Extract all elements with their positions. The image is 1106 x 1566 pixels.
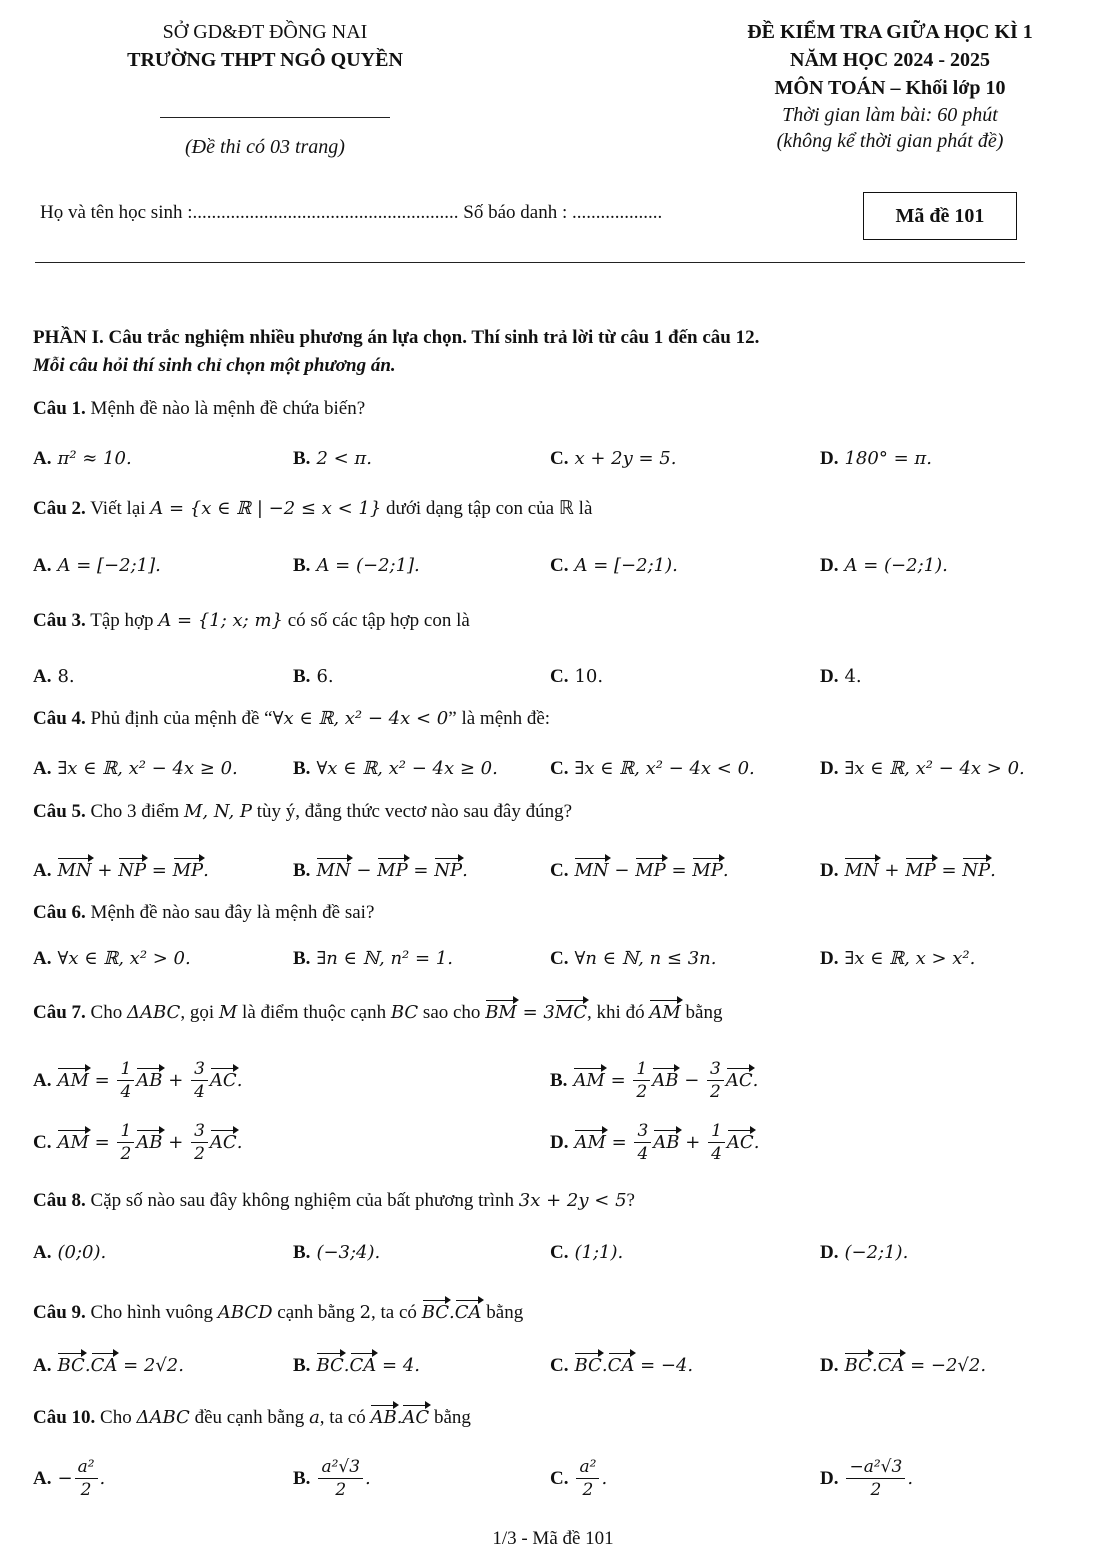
period: . xyxy=(203,860,209,881)
q8-option-c[interactable]: C. (1;1). xyxy=(550,1242,624,1263)
operator: = xyxy=(146,860,173,881)
q3-option-c[interactable]: C. 10. xyxy=(550,666,604,687)
question-text: sao cho xyxy=(422,1002,481,1023)
option-text: (1;1). xyxy=(574,1242,624,1263)
q10-option-d[interactable]: D. $\frac{\text{−a²√3}}{2}$ . xyxy=(820,1457,914,1500)
option-text: π² ≈ 10. xyxy=(57,448,132,469)
vector: MP xyxy=(377,860,408,881)
frac-den: 4 xyxy=(637,1144,649,1164)
q5-option-b[interactable]: B. MN − MP = NP. xyxy=(293,860,468,881)
question-text: Cho xyxy=(100,1407,132,1428)
option-text: (−3;4). xyxy=(316,1242,381,1263)
operator: = xyxy=(665,860,693,881)
question-text: Cặp số nào sau đây không nghiệm của bất phương trình xyxy=(90,1190,515,1211)
question-text: có số các tập hợp con là xyxy=(287,610,470,631)
question-text: đều cạnh bằng xyxy=(194,1407,305,1428)
question-math: a xyxy=(309,1407,320,1428)
question-text: dưới dạng tập con của ℝ là xyxy=(386,498,593,519)
sign: − xyxy=(57,1467,73,1489)
frac-den: 2 xyxy=(636,1082,648,1102)
vector: NP xyxy=(434,860,463,881)
q1-option-d[interactable]: D. 180° = π. xyxy=(820,448,932,469)
question-math: ΔABC xyxy=(126,1002,181,1023)
frac-den: 2 xyxy=(870,1480,882,1500)
q6-option-c[interactable]: C. ∀n ∈ ℕ, n ≤ 3n. xyxy=(550,948,717,969)
pages-note: (Đề thi có 03 trang) xyxy=(185,136,345,158)
question-math: A = {1; x; m} xyxy=(158,610,283,631)
option-text: A = (−2;1]. xyxy=(316,555,420,576)
operator: + xyxy=(168,1131,184,1153)
question-2 xyxy=(33,497,592,520)
vector: NP xyxy=(962,860,991,881)
question-text: , khi đó xyxy=(587,1002,645,1023)
q3-option-d[interactable]: D. 4. xyxy=(820,666,862,687)
question-text: Mệnh đề nào sau đây là mệnh đề sai? xyxy=(90,902,375,923)
q2-option-a[interactable]: A. A = [−2;1]. xyxy=(33,555,161,576)
vector: MN xyxy=(574,860,609,881)
option-text: ∀n ∈ ℕ, n ≤ 3n. xyxy=(574,948,717,969)
option-text: ∃x ∈ ℝ, x² − 4x ≥ 0. xyxy=(57,758,238,779)
q8-option-b[interactable]: B. (−3;4). xyxy=(293,1242,381,1263)
question-text: Tập hợp xyxy=(90,610,154,631)
operator: = xyxy=(407,860,435,881)
vector: MC xyxy=(554,1002,588,1023)
frac-den: 4 xyxy=(120,1082,132,1102)
question-text: , gọi xyxy=(180,1002,215,1023)
question-7: Câu 7. Cho ΔABC, gọi M là điểm thuộc cạnh BC sao cho BM = 3MC, khi đó AM bằng xyxy=(33,1002,723,1023)
question-math: 3x + 2y < 5 xyxy=(518,1190,627,1211)
exam-code-box xyxy=(863,192,1017,240)
frac-den: 4 xyxy=(711,1144,722,1164)
question-label: Câu 3. xyxy=(33,610,86,631)
school-name: TRƯỜNG THPT NGÔ QUYỀN xyxy=(127,49,403,71)
option-text: (0;0). xyxy=(57,1242,107,1263)
q10-option-a[interactable]: A. − $\frac{\text{a²}}{2}$ . xyxy=(33,1457,106,1500)
frac-num: 1 xyxy=(633,1058,650,1081)
q9-option-c[interactable]: C. BC.CA = −4. xyxy=(550,1355,694,1376)
q10-option-c[interactable]: C. $\frac{\text{a²}}{2}$ . xyxy=(550,1457,608,1500)
frac-num: a² xyxy=(576,1456,599,1479)
frac-num: 1 xyxy=(117,1120,134,1143)
q1-option-c[interactable]: C. x + 2y = 5. xyxy=(550,448,677,469)
q7-option-c[interactable]: C. AM = $\frac{1}{2}$ AB + $\frac{3}{2}$ AC. xyxy=(33,1121,243,1164)
option-text: x + 2y = 5. xyxy=(574,448,677,469)
operator: + xyxy=(685,1131,701,1153)
q4-option-a[interactable]: A. ∃x ∈ ℝ, x² − 4x ≥ 0. xyxy=(33,758,238,779)
vector: MP xyxy=(905,860,936,881)
q6-option-a[interactable]: A. ∀x ∈ ℝ, x² > 0. xyxy=(33,948,191,969)
part1-heading xyxy=(33,324,1093,380)
question-3 xyxy=(33,610,470,632)
part1-subtitle: Mỗi câu hỏi thí sinh chỉ chọn một phương án. xyxy=(33,355,396,376)
option-text: = 4. xyxy=(382,1355,421,1376)
question-math: BC xyxy=(390,1002,419,1023)
school-header xyxy=(40,18,490,74)
option-text: (−2;1). xyxy=(844,1242,909,1263)
option-text: 6. xyxy=(316,666,334,687)
question-label: Câu 1. xyxy=(33,398,86,419)
frac-num: 3 xyxy=(191,1120,208,1143)
option-text: ∃x ∈ ℝ, x > x². xyxy=(844,948,976,969)
question-label: Câu 2. xyxy=(33,498,86,519)
q9-option-b[interactable]: B. BC.CA = 4. xyxy=(293,1355,421,1376)
question-text: Phủ định của mệnh đề “ xyxy=(90,708,273,729)
frac-den: 2 xyxy=(120,1144,132,1164)
question-text: bằng xyxy=(685,1002,723,1023)
vector: BM xyxy=(485,1002,517,1023)
part1-title: PHẦN I. Câu trắc nghiệm nhiều phương án lựa chọn. Thí sinh trả lời từ câu 1 đến câu 12. xyxy=(33,327,760,348)
q7-option-d[interactable]: D. AM = $\frac{3}{4}$ AB + $\frac{1}{4}$ AC. xyxy=(550,1121,760,1164)
operator: + xyxy=(878,860,906,881)
option-text: 8. xyxy=(57,666,75,687)
header-rule xyxy=(160,117,390,118)
student-id-label: Số báo danh : ................... xyxy=(463,202,663,223)
vector: AM xyxy=(649,1002,681,1023)
exam-code: Mã đề 101 xyxy=(895,204,985,227)
question-text: bằng xyxy=(486,1302,524,1323)
q7-option-b[interactable]: B. AM = $\frac{1}{2}$ AB − $\frac{3}{2}$ AC. xyxy=(550,1059,759,1102)
question-text: Cho hình vuông xyxy=(90,1302,213,1323)
q9-option-d[interactable]: D. BC.CA = −2√2. xyxy=(820,1355,987,1376)
question-text: Cho xyxy=(90,1002,123,1023)
q5-option-a[interactable]: A. MN + NP = MP. xyxy=(33,860,209,881)
question-10: Câu 10. Cho ΔABC đều cạnh bằng a, ta có AB.AC bằng xyxy=(33,1407,471,1428)
operator: + xyxy=(91,860,119,881)
q2-option-b[interactable]: B. A = (−2;1]. xyxy=(293,555,420,576)
question-math: M, N, P xyxy=(183,801,252,822)
header-separator xyxy=(35,262,1025,263)
period: . xyxy=(462,860,468,881)
question-label: Câu 6. xyxy=(33,902,86,923)
operator: − xyxy=(608,860,636,881)
q4-option-c[interactable]: C. ∃x ∈ ℝ, x² − 4x < 0. xyxy=(550,758,755,779)
option-text: 180° = π. xyxy=(844,448,932,469)
question-text: Viết lại xyxy=(90,498,146,519)
question-label: Câu 5. xyxy=(33,801,86,822)
frac-den: 2 xyxy=(582,1480,594,1500)
period: . xyxy=(990,860,996,881)
question-label: Câu 9. xyxy=(33,1302,86,1323)
q8-option-a[interactable]: A. (0;0). xyxy=(33,1242,107,1263)
question-6 xyxy=(33,902,374,924)
question-text: bằng xyxy=(433,1407,471,1428)
q2-option-c[interactable]: C. A = [−2;1). xyxy=(550,555,678,576)
q2-option-d[interactable]: D. A = (−2;1). xyxy=(820,555,948,576)
question-text: ? xyxy=(626,1190,635,1211)
question-text: tùy ý, đẳng thức vectơ nào sau đây đúng? xyxy=(256,801,573,822)
q10-option-b[interactable]: B. $\frac{\text{a²√3}}{2}$ . xyxy=(293,1457,371,1500)
question-8 xyxy=(33,1190,635,1212)
option-text: A = (−2;1). xyxy=(844,555,948,576)
question-text: là điểm thuộc cạnh xyxy=(242,1002,387,1023)
option-text: ∃n ∈ ℕ, n² = 1. xyxy=(316,948,453,969)
q4-option-b[interactable]: B. ∀x ∈ ℝ, x² − 4x ≥ 0. xyxy=(293,758,498,779)
frac-num: a²√3 xyxy=(318,1456,363,1479)
question-1 xyxy=(33,398,365,420)
frac-den: 2 xyxy=(194,1144,205,1164)
q6-option-d[interactable]: D. ∃x ∈ ℝ, x > x². xyxy=(820,948,976,969)
vector: MN xyxy=(57,860,92,881)
vector: MN xyxy=(316,860,351,881)
period: . xyxy=(722,860,729,881)
department-name: SỞ GD&ĐT ĐỒNG NAI xyxy=(162,21,368,43)
q5-option-d[interactable]: D. MN + MP = NP. xyxy=(820,860,996,881)
q6-option-b[interactable]: B. ∃n ∈ ℕ, n² = 1. xyxy=(293,948,453,969)
question-9: Câu 9. Cho hình vuông ABCD cạnh bằng 2, ta có BC.CA bằng xyxy=(33,1302,524,1323)
option-text: 4. xyxy=(844,666,862,687)
option-text: ∃x ∈ ℝ, x² − 4x < 0. xyxy=(574,758,755,779)
operator: − xyxy=(350,860,378,881)
question-math: ΔABC xyxy=(136,1407,190,1428)
q1-option-b[interactable]: B. 2 < π. xyxy=(293,448,372,469)
student-info-row xyxy=(40,202,662,224)
option-text: A = [−2;1). xyxy=(574,555,678,576)
question-text: , ta có xyxy=(319,1407,366,1428)
coefficient: 3 xyxy=(543,1002,555,1023)
question-text: ” là mệnh đề: xyxy=(448,708,551,729)
operator: − xyxy=(684,1069,700,1091)
q3-option-a[interactable]: A. 8. xyxy=(33,666,75,687)
vector: MN xyxy=(844,860,879,881)
student-name-label: Họ và tên học sinh :........................................................ xyxy=(40,202,459,223)
question-text: cạnh bằng xyxy=(277,1302,355,1323)
option-text: ∀x ∈ ℝ, x² − 4x ≥ 0. xyxy=(316,758,498,779)
frac-num: 3 xyxy=(634,1120,651,1143)
option-text: ∃x ∈ ℝ, x² − 4x > 0. xyxy=(844,758,1025,779)
question-label: Câu 10. xyxy=(33,1407,96,1428)
question-label: Câu 8. xyxy=(33,1190,86,1211)
question-text: , ta có xyxy=(371,1302,417,1323)
vector: MP xyxy=(635,860,666,881)
frac-den: 4 xyxy=(194,1082,205,1102)
option-text: ∀x ∈ ℝ, x² > 0. xyxy=(57,948,191,969)
vector: MP xyxy=(172,860,204,881)
frac-num: 3 xyxy=(191,1058,208,1081)
option-text: = −2√2. xyxy=(910,1355,987,1376)
question-math: M xyxy=(218,1002,238,1023)
question-math: ABCD xyxy=(217,1302,273,1323)
exam-time: Thời gian làm bài: 60 phút xyxy=(782,104,998,126)
vector: MP xyxy=(692,860,723,881)
vector: NP xyxy=(118,860,147,881)
frac-num: 1 xyxy=(117,1058,134,1081)
q1-option-a[interactable]: A. π² ≈ 10. xyxy=(33,448,132,469)
q8-option-d[interactable]: D. (−2;1). xyxy=(820,1242,909,1263)
question-label: Câu 7. xyxy=(33,1002,86,1023)
frac-num: 1 xyxy=(708,1120,725,1143)
option-text: 2 < π. xyxy=(316,448,372,469)
option-text: = 2√2. xyxy=(123,1355,184,1376)
q7-option-a[interactable]: A. AM = $\frac{1}{4}$ AB + $\frac{3}{4}$ AC. xyxy=(33,1059,243,1102)
frac-num: 3 xyxy=(707,1058,724,1081)
question-text: Mệnh đề nào là mệnh đề chứa biến? xyxy=(90,398,366,419)
exam-time-note: (không kể thời gian phát đề) xyxy=(776,130,1004,152)
question-math: ∀x ∈ ℝ, x² − 4x < 0 xyxy=(272,708,449,729)
page-footer: 1/3 - Mã đề 101 xyxy=(492,1528,614,1549)
operator: = xyxy=(935,860,963,881)
question-5 xyxy=(33,801,572,823)
frac-den: 2 xyxy=(80,1480,92,1500)
question-text: Cho 3 điểm xyxy=(90,801,180,822)
q9-option-a[interactable]: A. BC.CA = 2√2. xyxy=(33,1355,184,1376)
frac-num: −a²√3 xyxy=(846,1456,905,1479)
q3-option-b[interactable]: B. 6. xyxy=(293,666,334,687)
question-4 xyxy=(33,708,550,730)
frac-den: 2 xyxy=(335,1480,347,1500)
option-text: 10. xyxy=(574,666,604,687)
option-text: = −4. xyxy=(640,1355,694,1376)
school-year: NĂM HỌC 2024 - 2025 xyxy=(790,49,990,71)
exam-header xyxy=(690,18,1090,154)
question-math: 2 xyxy=(359,1302,372,1323)
exam-title: ĐỀ KIỂM TRA GIỮA HỌC KÌ 1 xyxy=(747,21,1033,43)
option-text: A = [−2;1]. xyxy=(57,555,161,576)
frac-num: a² xyxy=(75,1456,98,1479)
q5-option-c[interactable]: C. MN − MP = MP. xyxy=(550,860,729,881)
frac-den: 2 xyxy=(710,1082,721,1102)
operator: + xyxy=(168,1069,184,1091)
question-math: A = {x ∈ ℝ | −2 ≤ x < 1} xyxy=(150,498,382,519)
subject: MÔN TOÁN – Khối lớp 10 xyxy=(774,77,1006,99)
question-label: Câu 4. xyxy=(33,708,86,729)
q4-option-d[interactable]: D. ∃x ∈ ℝ, x² − 4x > 0. xyxy=(820,758,1025,779)
